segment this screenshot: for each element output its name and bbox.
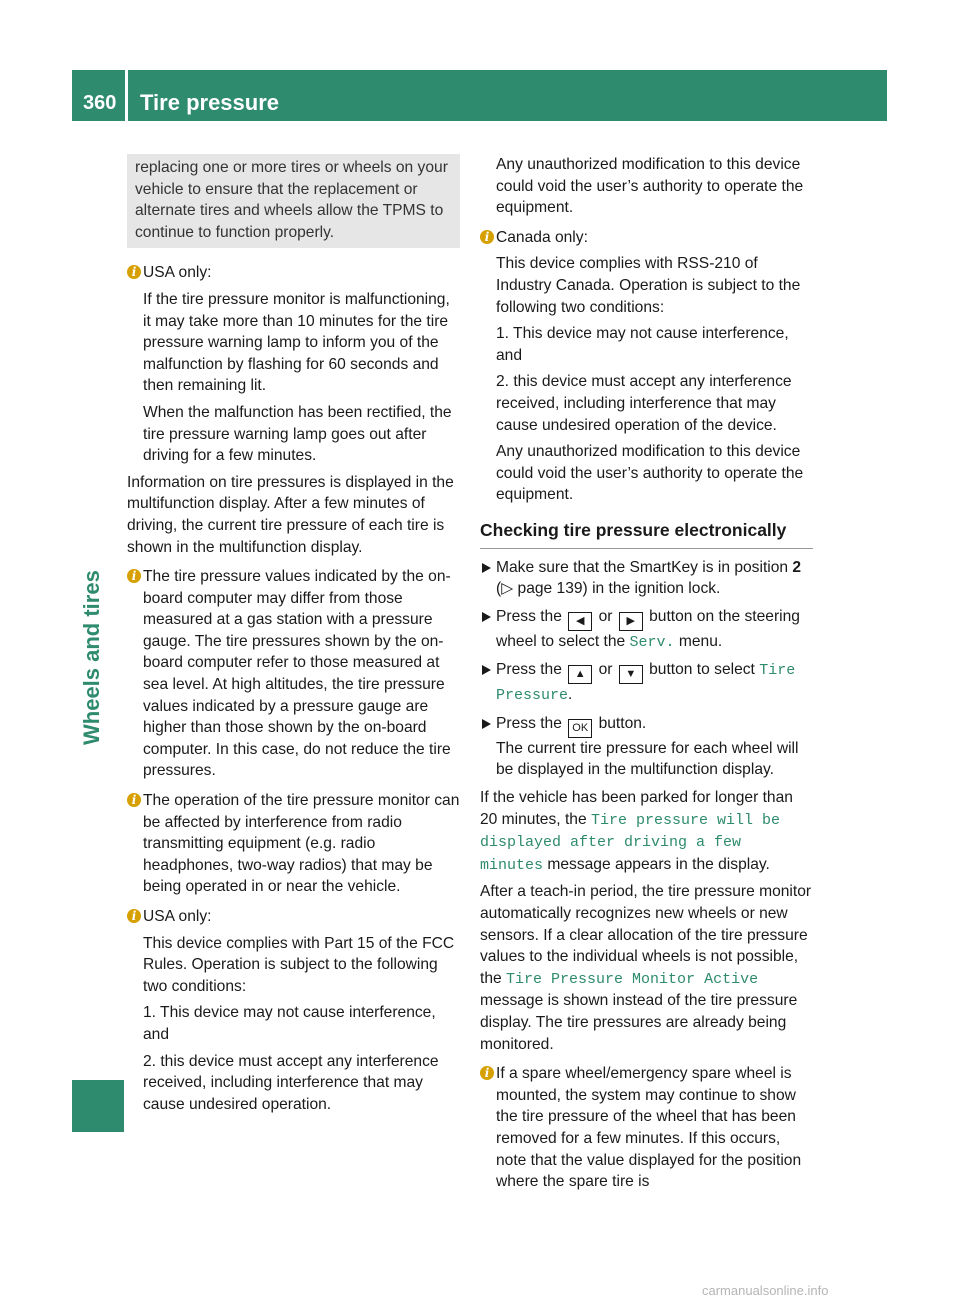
paragraph: If a spare wheel/emergency spare wheel is mounted, the system may continue to show the tire pressure of the wheel that has been removed for a few minutes. If this occurs, note that the value displayed for the position where the spare tire is xyxy=(496,1065,802,1191)
step-text: or xyxy=(598,661,613,679)
side-tab xyxy=(79,570,104,746)
step-text: Press the xyxy=(496,607,562,625)
paragraph: 2. this device must accept any interference received, including interference that may cause undesired operation of the device. xyxy=(496,373,792,434)
paragraph: The tire pressure values indicated by the on-board computer may differ from those measured at a gas station with a pressure gauge. The tire pressures shown by the on-board computer refer to those measured at sea level. At high altitudes, the tire pressure values indicated by a pressure gauge are higher than those shown by the on-board computer. In this case, do not reduce the tire pressures. xyxy=(143,568,451,780)
paragraph xyxy=(480,787,813,876)
display-text: Tire pressure will be displayed after driving a few minutes xyxy=(480,811,780,874)
right-key-icon: ▶ xyxy=(619,612,643,631)
paragraph: 1. This device may not cause interference, and xyxy=(496,325,789,364)
paragraph: 2. this device must accept any interference received, including interference that may cause undesired operation. xyxy=(143,1052,439,1113)
step-text: button on the steering wheel to select the xyxy=(496,607,800,650)
info-gauge-note xyxy=(127,566,460,782)
header-divider xyxy=(125,70,128,121)
page-number: 360 xyxy=(83,92,117,114)
info-icon: i xyxy=(480,1066,494,1080)
watermark: carmanualsonline.info xyxy=(702,1283,829,1298)
left-key-icon: ◀ xyxy=(568,612,592,631)
display-text: Tire Pressure Monitor Active xyxy=(506,970,759,988)
paragraph: If the tire pressure monitor is malfunctioning, it may take more than 10 minutes for the tire pressure warning lamp to inform you of the malfunction by flashing for 60 seconds and then remaining lit. xyxy=(143,290,450,395)
info-label: USA only: xyxy=(143,908,212,925)
step-text: Press the xyxy=(496,714,562,732)
step-arrow-icon xyxy=(482,719,491,729)
side-marker xyxy=(72,1080,124,1132)
step-text: button. xyxy=(598,714,647,732)
step-3 xyxy=(480,659,813,707)
step-text: menu. xyxy=(678,632,723,650)
step-2 xyxy=(480,606,813,654)
display-text: Serv. xyxy=(629,633,675,651)
paragraph xyxy=(480,881,813,1055)
paragraph: When the malfunction has been rectified, the tire pressure warning lamp goes out after driving for a few minutes. xyxy=(143,403,452,465)
step-text: . xyxy=(568,686,573,704)
info-icon: i xyxy=(127,569,141,583)
paragraph: This device complies with Part 15 of the FCC Rules. Operation is subject to the following two conditions: xyxy=(143,934,455,995)
info-label: USA only: xyxy=(143,264,212,282)
paragraph: Information on tire pressures is displayed in the multifunction display. After a few minutes of driving, the current tire pressure of each tire is shown in the multifunction display. xyxy=(127,473,454,556)
step-text: or xyxy=(598,607,613,625)
paragraph-text: message is shown instead of the tire pressure display. The tire pressures are already being monitored. xyxy=(480,992,798,1053)
info-interference-note xyxy=(127,790,460,898)
info-spare-wheel xyxy=(480,1063,813,1193)
paragraph: 1. This device may not cause interference, and xyxy=(143,1004,436,1043)
position-number: 2 xyxy=(792,558,802,576)
ok-key-icon: OK xyxy=(568,719,592,738)
info-icon: i xyxy=(127,909,141,923)
down-key-icon: ▼ xyxy=(619,665,643,684)
step-arrow-icon xyxy=(482,665,491,675)
step-text: button to select xyxy=(649,661,755,679)
step-result: The current tire pressure for each wheel will be displayed in the multifunction display. xyxy=(496,739,799,779)
step-arrow-icon xyxy=(482,612,491,622)
section-title: Tire pressure xyxy=(140,90,280,115)
step-text: (▷ page 139) in the ignition lock. xyxy=(496,580,721,598)
step-text: Press the xyxy=(496,661,562,679)
step-arrow-icon xyxy=(482,563,491,573)
paragraph: The operation of the tire pressure monitor can be affected by interference from radio transmitting equipment (e.g. radio headphones, two-way radios) that may be being operated in or near the vehicle. xyxy=(143,792,460,896)
info-label: Canada only: xyxy=(496,228,588,246)
paragraph-text: message appears in the display. xyxy=(547,855,770,873)
paragraph: Any unauthorized modification to this device could void the user’s authority to operate the equipment. xyxy=(496,156,804,217)
subheading: Checking tire pressure electronically xyxy=(480,520,813,549)
continued-note-box: replacing one or more tires or wheels on your vehicle to ensure that the replacement or alternate tires and wheels allow the TPMS to continue to function properly. xyxy=(127,154,460,248)
info-usa-fcc xyxy=(127,906,460,1115)
step-text: Make sure that the SmartKey is in position xyxy=(496,558,793,576)
right-column xyxy=(480,154,813,1198)
info-usa-malfunction xyxy=(127,262,460,466)
info-icon: i xyxy=(127,265,141,279)
step-4 xyxy=(480,713,813,781)
side-tab-label: Wheels and tires xyxy=(79,570,104,745)
info-icon: i xyxy=(480,230,494,244)
step-1 xyxy=(480,557,813,600)
paragraph: This device complies with RSS-210 of Industry Canada. Operation is subject to the following two conditions: xyxy=(496,255,801,316)
paragraph: Any unauthorized modification to this device could void the user’s authority to operate the equipment. xyxy=(496,443,804,504)
display-text: Tire Pressure xyxy=(496,662,796,705)
info-canada xyxy=(480,227,813,506)
paragraph-text: If the vehicle has been parked for longer than 20 minutes, the xyxy=(480,789,793,828)
up-key-icon: ▲ xyxy=(568,665,592,684)
left-column xyxy=(127,154,460,1120)
paragraph-text: After a teach-in period, the tire pressure monitor automatically recognizes new wheels or new sensors. If a clear allocation of the tire pressure values to the individual wheels is not possible, the xyxy=(480,883,812,987)
info-icon: i xyxy=(127,793,141,807)
